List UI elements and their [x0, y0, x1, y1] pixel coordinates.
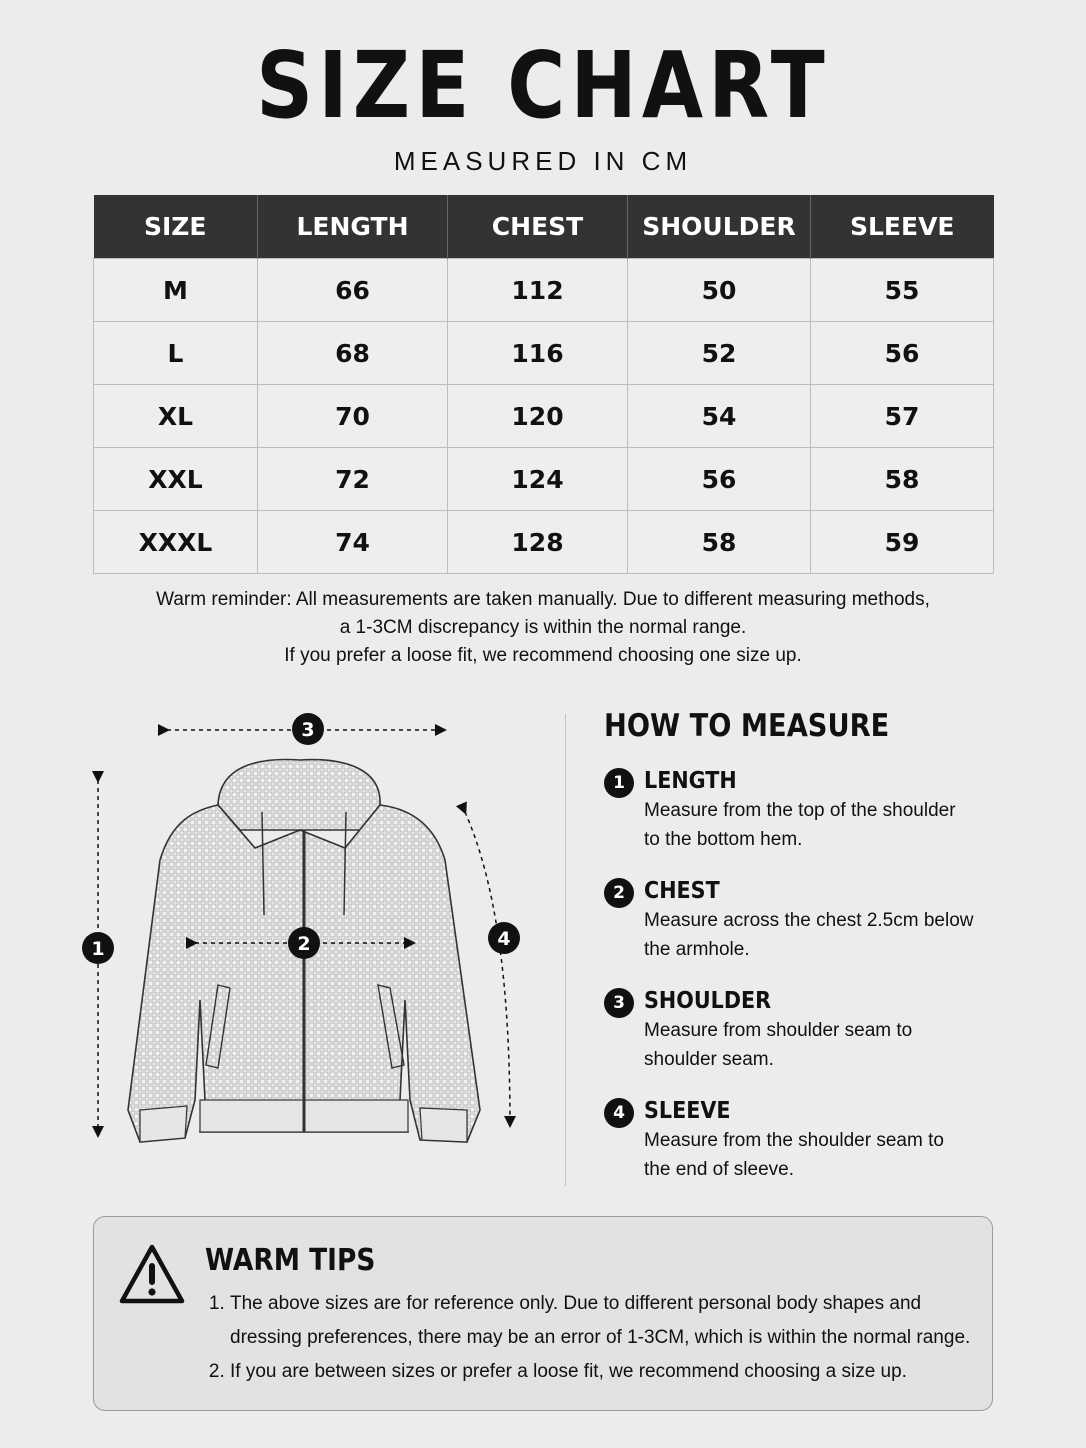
chest-cell: 112 — [448, 259, 628, 322]
step-number: 1 — [604, 768, 634, 798]
step-name: SHOULDER — [644, 988, 772, 1014]
size-table — [93, 195, 994, 574]
tip-item: 1. The above sizes are for reference only. Due to different personal body shapes and dressing preferences, there may be an error of 1-3CM, which is within the normal range. — [230, 1287, 990, 1355]
warm-tips-title: WARM TIPS — [205, 1243, 376, 1278]
size-cell: XXXL — [94, 511, 258, 574]
warning-triangle-icon — [118, 1243, 186, 1305]
step-description: Measure from shoulder seam to shoulder seam. — [644, 1020, 913, 1070]
step-name: SLEEVE — [644, 1098, 731, 1124]
column-header-chest: CHEST — [448, 195, 628, 259]
table-row — [94, 448, 994, 511]
page-title: SIZE CHART — [256, 32, 830, 139]
size-cell: XXL — [94, 448, 258, 511]
chest-cell: 116 — [448, 322, 628, 385]
step-name: LENGTH — [644, 768, 737, 794]
table-row — [94, 259, 994, 322]
size-cell: M — [94, 259, 258, 322]
length-cell: 74 — [258, 511, 448, 574]
marker-label: 2 — [297, 933, 311, 955]
sleeve-cell: 55 — [811, 259, 994, 322]
sleeve-cell: 59 — [811, 511, 994, 574]
size-cell: L — [94, 322, 258, 385]
sleeve-cell: 58 — [811, 448, 994, 511]
table-row — [94, 385, 994, 448]
shoulder-marker — [292, 713, 324, 745]
sleeve-cell: 56 — [811, 322, 994, 385]
chest-cell: 124 — [448, 448, 628, 511]
chest-marker — [288, 927, 320, 959]
shoulder-cell: 52 — [628, 322, 811, 385]
note-line: Warm reminder: All measurements are taken manually. Due to different measuring methods, — [156, 589, 930, 610]
measurement-notes — [93, 586, 993, 670]
length-cell: 70 — [258, 385, 448, 448]
step-number: 3 — [604, 988, 634, 1018]
step-shoulder — [604, 986, 1044, 1074]
length-cell: 66 — [258, 259, 448, 322]
table-header-row — [94, 195, 994, 259]
size-cell: XL — [94, 385, 258, 448]
chest-cell: 120 — [448, 385, 628, 448]
table-row — [94, 511, 994, 574]
shoulder-cell: 54 — [628, 385, 811, 448]
step-chest — [604, 876, 1044, 964]
step-number: 2 — [604, 878, 634, 908]
length-cell: 72 — [258, 448, 448, 511]
step-description: Measure from the top of the shoulder to the bottom hem. — [644, 800, 956, 850]
shoulder-cell: 56 — [628, 448, 811, 511]
sleeve-marker — [488, 922, 520, 954]
sleeve-cell: 57 — [811, 385, 994, 448]
step-length — [604, 766, 1044, 854]
step-description: Measure across the chest 2.5cm below the armhole. — [644, 910, 974, 960]
column-header-size: SIZE — [94, 195, 258, 259]
step-sleeve — [604, 1096, 1044, 1184]
length-cell: 68 — [258, 322, 448, 385]
column-header-length: LENGTH — [258, 195, 448, 259]
how-to-title: HOW TO MEASURE — [604, 708, 890, 744]
page-subtitle: MEASURED IN CM — [393, 146, 693, 176]
how-to-measure — [604, 708, 1044, 1184]
marker-label: 3 — [301, 719, 315, 741]
table-row — [94, 322, 994, 385]
warm-tips-box — [93, 1216, 993, 1411]
note-line: a 1-3CM discrepancy is within the normal range. — [339, 617, 747, 638]
section-divider — [565, 714, 566, 1186]
length-marker — [82, 932, 114, 964]
hoodie-diagram — [70, 705, 540, 1165]
column-header-sleeve: SLEEVE — [811, 195, 994, 259]
step-number: 4 — [604, 1098, 634, 1128]
step-name: CHEST — [644, 878, 720, 904]
warm-tips-list — [204, 1287, 990, 1389]
note-line: If you prefer a loose fit, we recommend choosing one size up. — [284, 645, 802, 666]
shoulder-cell: 58 — [628, 511, 811, 574]
column-header-shoulder: SHOULDER — [628, 195, 811, 259]
chest-cell: 128 — [448, 511, 628, 574]
step-description: Measure from the shoulder seam to the end of sleeve. — [644, 1130, 944, 1180]
shoulder-cell: 50 — [628, 259, 811, 322]
marker-label: 4 — [497, 928, 511, 950]
marker-label: 1 — [91, 938, 105, 960]
tip-item: 2. If you are between sizes or prefer a loose fit, we recommend choosing a size up. — [230, 1355, 990, 1389]
